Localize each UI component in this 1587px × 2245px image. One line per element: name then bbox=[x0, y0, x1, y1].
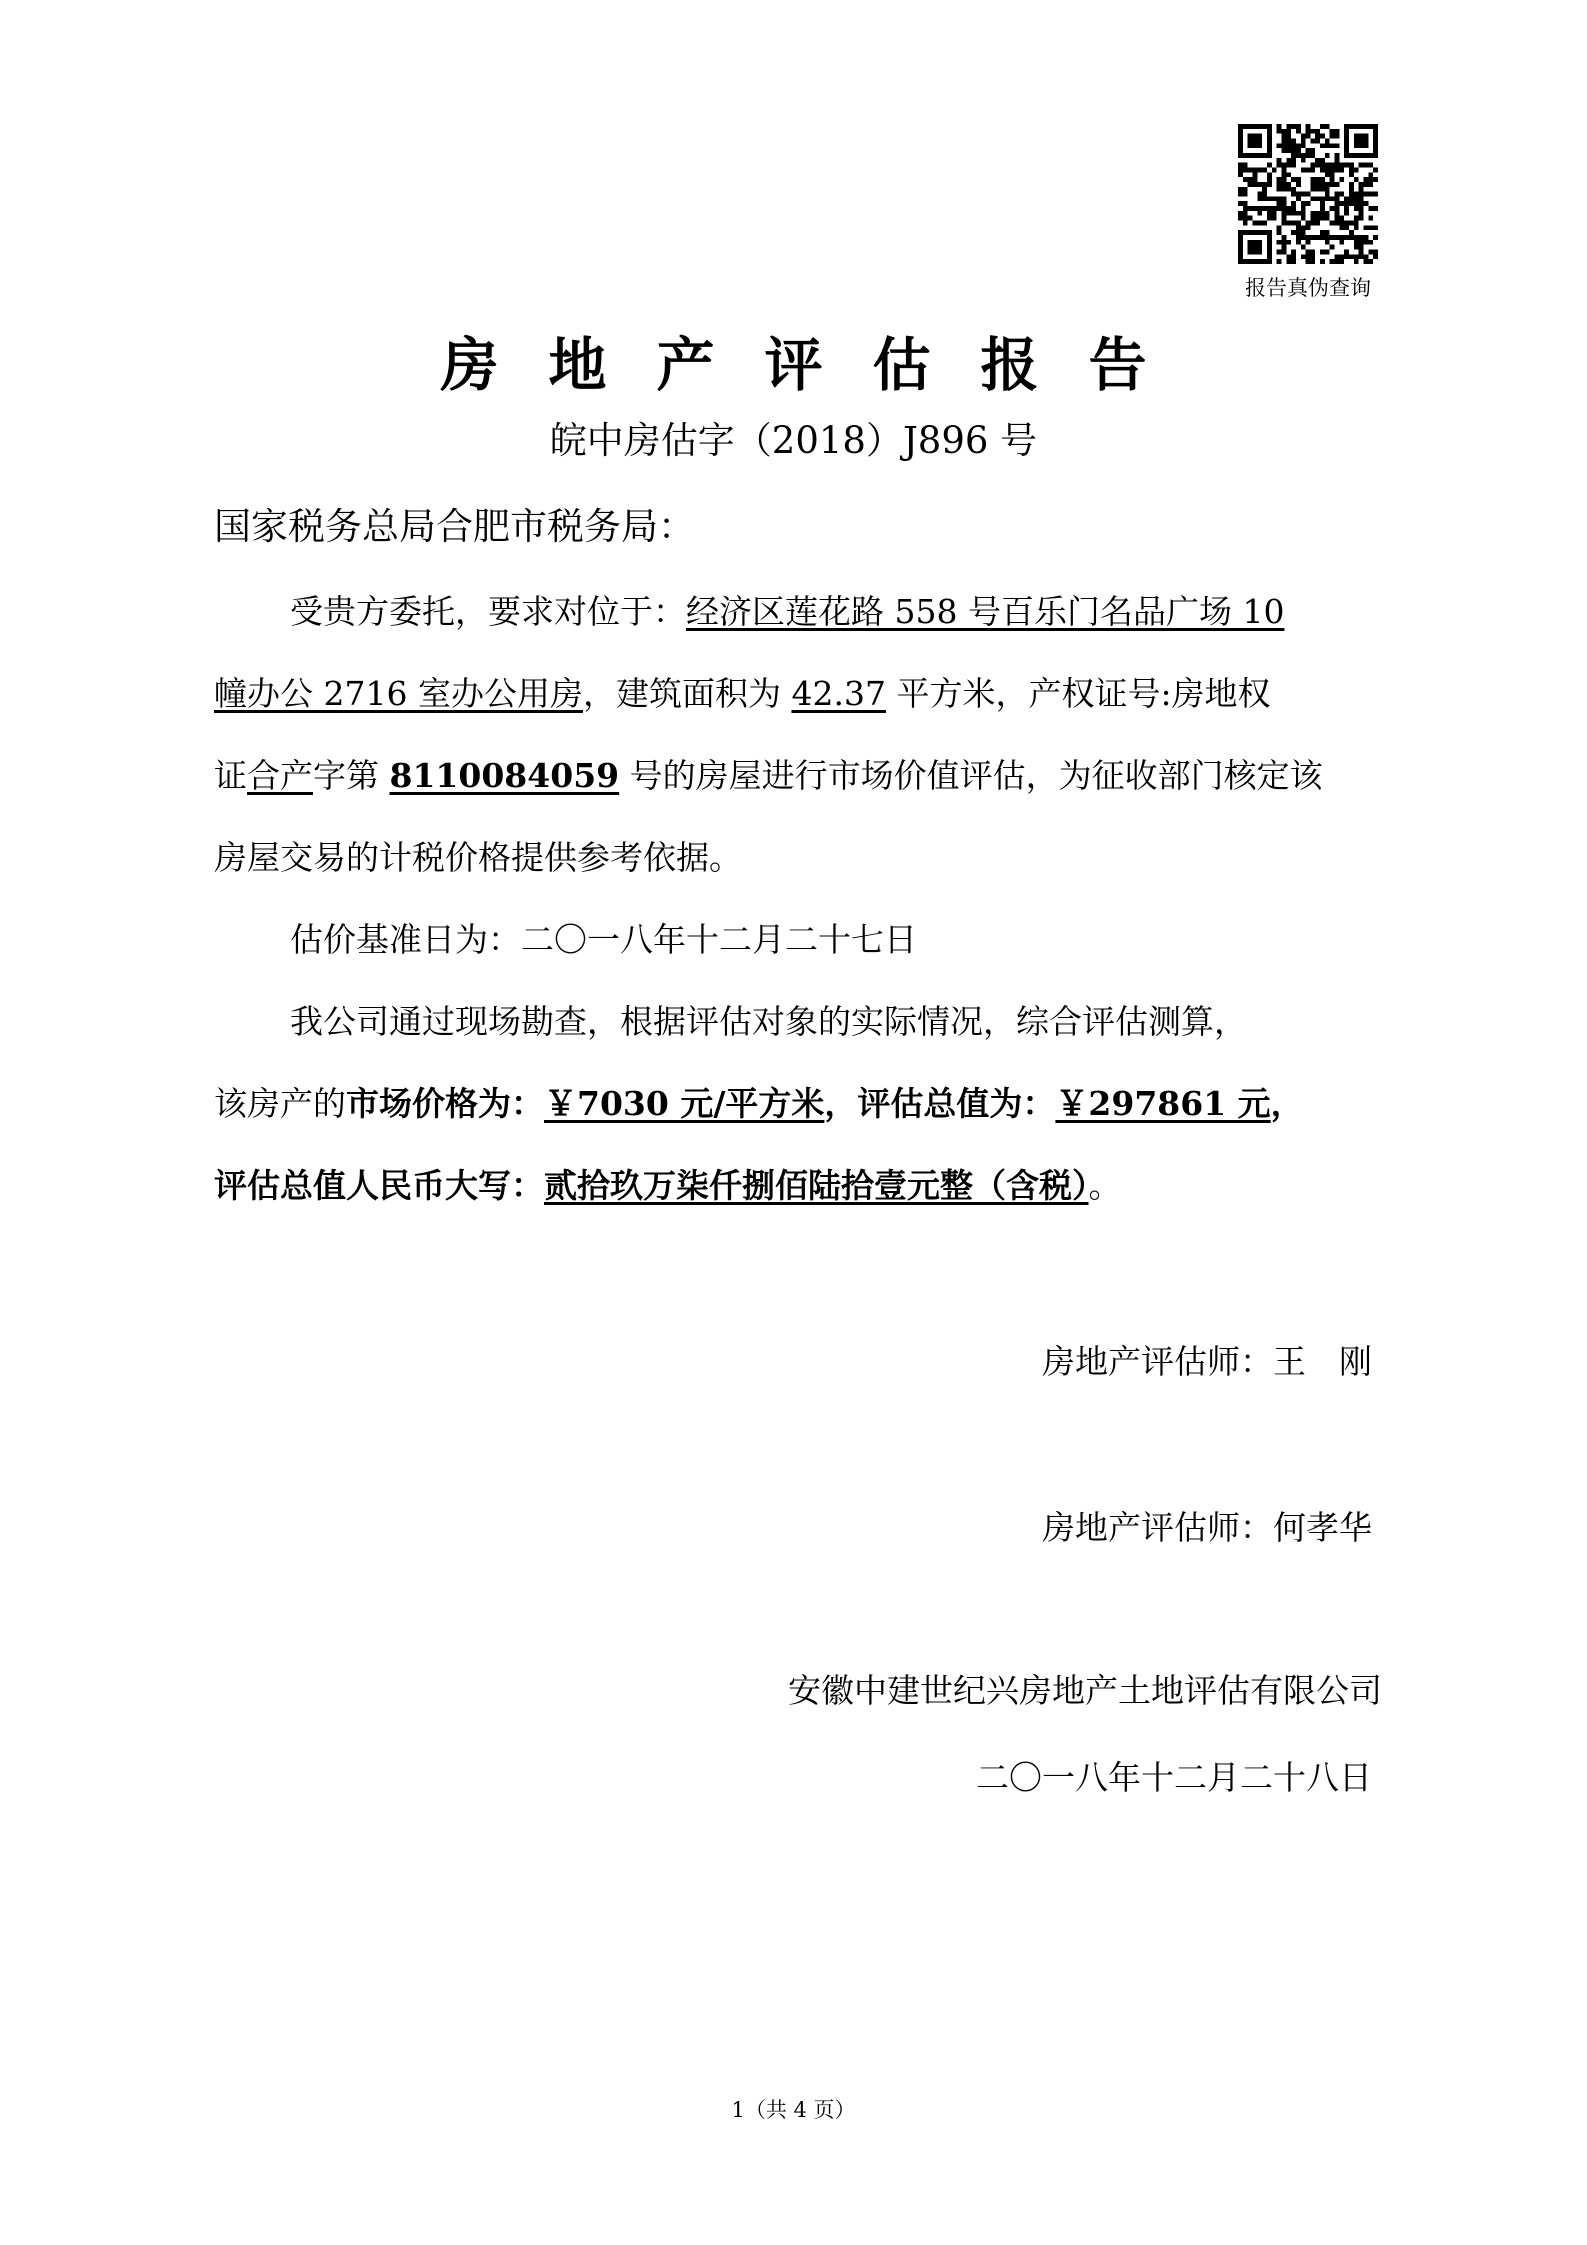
total-value-words: 贰拾玖万柒仟捌佰陆拾壹元整（含税） bbox=[544, 1166, 1089, 1205]
recipient: 国家税务总局合肥市税务局： bbox=[214, 505, 695, 548]
text: ， bbox=[1270, 1084, 1304, 1123]
property-address-cont: 幢办公 2716 室办公用房 bbox=[214, 674, 583, 713]
text: 市场价格为： bbox=[346, 1084, 544, 1123]
document-title: 房地产评估报告 bbox=[440, 331, 1197, 399]
text: 该房产的 bbox=[214, 1084, 346, 1123]
page-number: 1（共 4 页） bbox=[731, 2098, 856, 2122]
text: 受贵方委托，要求对位于： bbox=[290, 592, 686, 631]
qr-caption: 报告真伪查询 bbox=[1245, 276, 1371, 300]
paragraph-line bbox=[290, 586, 1284, 636]
paragraph-line bbox=[214, 832, 742, 882]
property-address: 经济区莲花路 558 号百乐门名品广场 10 bbox=[686, 592, 1285, 631]
qr-code-icon[interactable] bbox=[1238, 124, 1378, 264]
paragraph-line bbox=[214, 668, 1271, 718]
text: ，建筑面积为 bbox=[582, 674, 792, 713]
total-value: ￥297861 元 bbox=[1055, 1084, 1271, 1123]
paragraph-line bbox=[290, 996, 1247, 1046]
text: 。 bbox=[1088, 1166, 1122, 1205]
company-name: 安徽中建世纪兴房地产土地评估有限公司 bbox=[788, 1671, 1382, 1710]
text: 房屋交易的计税价格提供参考依据。 bbox=[214, 838, 742, 877]
reference-number: 皖中房估字（2018）J896 号 bbox=[549, 419, 1038, 462]
text: 评估总值人民币大写： bbox=[214, 1166, 544, 1205]
valuation-date: 估价基准日为：二〇一八年十二月二十七日 bbox=[290, 920, 917, 959]
paragraph-line bbox=[214, 750, 1323, 800]
appraiser-signature: 房地产评估师：王 刚 bbox=[1042, 1342, 1372, 1381]
floor-area: 42.37 bbox=[791, 674, 886, 713]
unit-price: ￥7030 元/平方米 bbox=[544, 1084, 825, 1123]
cert-number: 8110084059 bbox=[389, 756, 620, 795]
text: 平方米，产权证号:房地权 bbox=[885, 674, 1271, 713]
text: 号的房屋进行市场价值评估，为征收部门核定该 bbox=[619, 756, 1323, 795]
paragraph-line bbox=[214, 1160, 1122, 1210]
text: 我公司通过现场勘查，根据评估对象的实际情况，综合评估测算， bbox=[290, 1002, 1247, 1041]
paragraph-line bbox=[214, 1078, 1304, 1128]
issue-date: 二〇一八年十二月二十八日 bbox=[976, 1758, 1372, 1797]
text: ，评估总值为： bbox=[824, 1084, 1056, 1123]
text: 证 bbox=[214, 756, 247, 795]
text: 字第 bbox=[313, 756, 390, 795]
appraiser-signature: 房地产评估师：何孝华 bbox=[1042, 1508, 1372, 1547]
cert-prefix: 合产 bbox=[247, 756, 313, 795]
